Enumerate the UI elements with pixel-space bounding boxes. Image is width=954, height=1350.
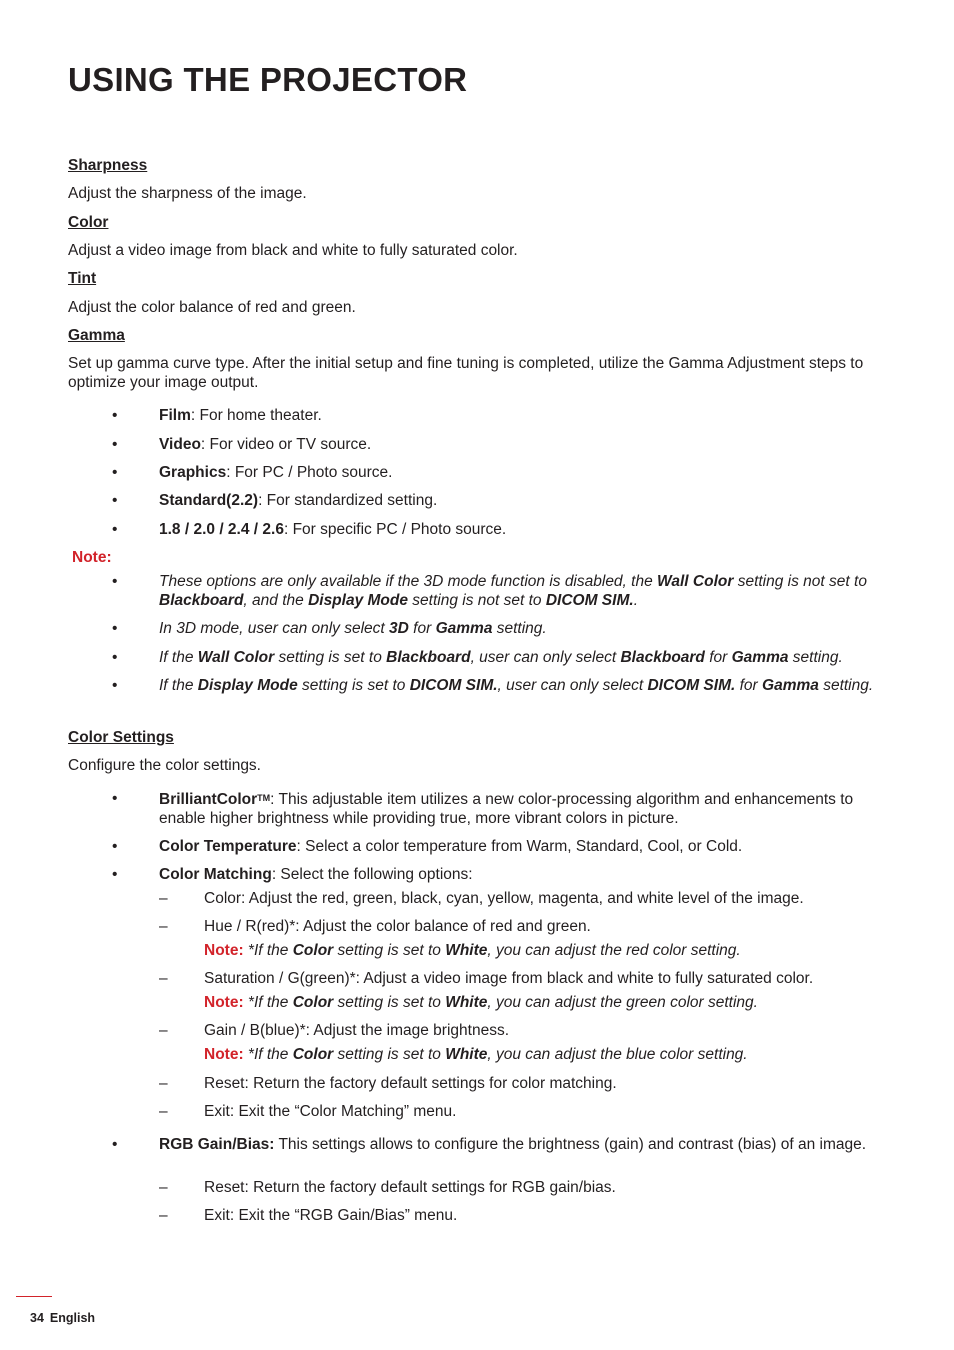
bullet-icon: • — [112, 521, 118, 538]
list-item — [159, 406, 881, 425]
list-item-color-matching: Color Matching: Select the following options: — [159, 866, 473, 883]
sub-note: Note: *If the Color setting is set to White, you can adjust the red color setting. — [204, 942, 741, 959]
page-title: USING THE PROJECTOR — [68, 61, 468, 98]
footer-divider — [16, 1296, 52, 1297]
sub-item: Gain / B(blue)*: Adjust the image brightness. — [204, 1022, 509, 1039]
gamma-text: Set up gamma curve type. After the initial setup and fine tuning is completed, utilize the Gamma Adjustment steps to optimize your image output. — [68, 355, 864, 391]
color-settings-text: Configure the color settings. — [68, 757, 261, 774]
list-item — [159, 520, 881, 539]
option-desc: : For standardized setting. — [258, 492, 438, 509]
option-desc: : For video or TV source. — [200, 436, 372, 453]
bullet-icon: • — [112, 407, 118, 424]
bullet-icon: • — [112, 790, 118, 807]
dash-icon: – — [159, 970, 168, 987]
bullet-icon: • — [112, 573, 118, 590]
dash-icon: – — [159, 1103, 168, 1120]
sub-item: Saturation / G(green)*: Adjust a video image from black and white to fully saturated color. — [204, 970, 814, 987]
color-heading: Color — [68, 214, 109, 231]
bullet-icon: • — [112, 1136, 118, 1153]
option-term: Standard(2.2) — [159, 492, 259, 509]
dash-icon: – — [159, 1075, 168, 1092]
tint-heading: Tint — [68, 270, 97, 287]
dash-icon: – — [159, 918, 168, 935]
note-item: If the Wall Color setting is set to Blackboard, user can only select Blackboard for Gamma setting. — [159, 649, 843, 666]
sub-item: Reset: Return the factory default settings for RGB gain/bias. — [204, 1179, 616, 1196]
color-settings-heading: Color Settings — [68, 729, 174, 746]
option-term: Graphics — [159, 464, 227, 481]
sharpness-heading: Sharpness — [68, 157, 148, 174]
bullet-icon: • — [112, 492, 118, 509]
option-desc: : For specific PC / Photo source. — [283, 521, 507, 538]
option-term: 1.8 / 2.0 / 2.4 / 2.6 — [159, 521, 284, 538]
note-item: These options are only available if the 3D mode function is disabled, the Wall Color setting is not set to Blackboard, and the Display Mode setting is not set to DICOM SIM.. — [159, 573, 867, 609]
option-desc: : For home theater. — [190, 407, 322, 424]
sharpness-text: Adjust the sharpness of the image. — [68, 185, 307, 202]
page-number: 34 — [30, 1311, 44, 1325]
sub-item: Exit: Exit the “RGB Gain/Bias” menu. — [204, 1207, 458, 1224]
dash-icon: – — [159, 1207, 168, 1224]
bullet-icon: • — [112, 838, 118, 855]
sub-item: Exit: Exit the “Color Matching” menu. — [204, 1103, 457, 1120]
list-item — [159, 435, 881, 454]
note-label: Note: — [72, 549, 112, 566]
dash-icon: – — [159, 1179, 168, 1196]
list-item — [159, 463, 881, 482]
gamma-heading: Gamma — [68, 327, 125, 344]
trademark-mark: TM — [257, 793, 271, 803]
color-text: Adjust a video image from black and white to fully saturated color. — [68, 242, 518, 259]
option-term: Film — [159, 407, 191, 424]
note-item: If the Display Mode setting is set to DICOM SIM., user can only select DICOM SIM. for Gamma setting. — [159, 677, 874, 694]
option-term: Video — [159, 436, 201, 453]
dash-icon: – — [159, 1022, 168, 1039]
sub-note: Note: *If the Color setting is set to White, you can adjust the blue color setting. — [204, 1046, 748, 1063]
sub-note: Note: *If the Color setting is set to White, you can adjust the green color setting. — [204, 994, 758, 1011]
footer-language: English — [49, 1311, 96, 1325]
sub-item: Color: Adjust the red, green, black, cyan, yellow, magenta, and white level of the image. — [204, 890, 804, 907]
list-item-brilliantcolor: BrilliantColorTM: This adjustable item utilizes a new color-processing algorithm and enhancements to enable higher brightness while providing true, more vibrant colors in picture. — [159, 791, 854, 827]
list-item-color-temperature: Color Temperature: Select a color temperature from Warm, Standard, Cool, or Cold. — [159, 838, 743, 855]
sub-item: Reset: Return the factory default settings for color matching. — [204, 1075, 617, 1092]
bullet-icon: • — [112, 649, 118, 666]
option-desc: : For PC / Photo source. — [226, 464, 393, 481]
page-footer — [30, 1311, 95, 1326]
bullet-icon: • — [112, 436, 118, 453]
bullet-icon: • — [112, 866, 118, 883]
bullet-icon: • — [112, 464, 118, 481]
bullet-icon: • — [112, 620, 118, 637]
list-item-rgb-gain-bias: RGB Gain/Bias: This settings allows to configure the brightness (gain) and contrast (bias) of an image. — [159, 1136, 867, 1153]
dash-icon: – — [159, 890, 168, 907]
note-item: In 3D mode, user can only select 3D for Gamma setting. — [159, 620, 547, 637]
sub-item: Hue / R(red)*: Adjust the color balance of red and green. — [204, 918, 591, 935]
bullet-icon: • — [112, 677, 118, 694]
list-item — [159, 491, 881, 510]
tint-text: Adjust the color balance of red and green. — [68, 299, 356, 316]
